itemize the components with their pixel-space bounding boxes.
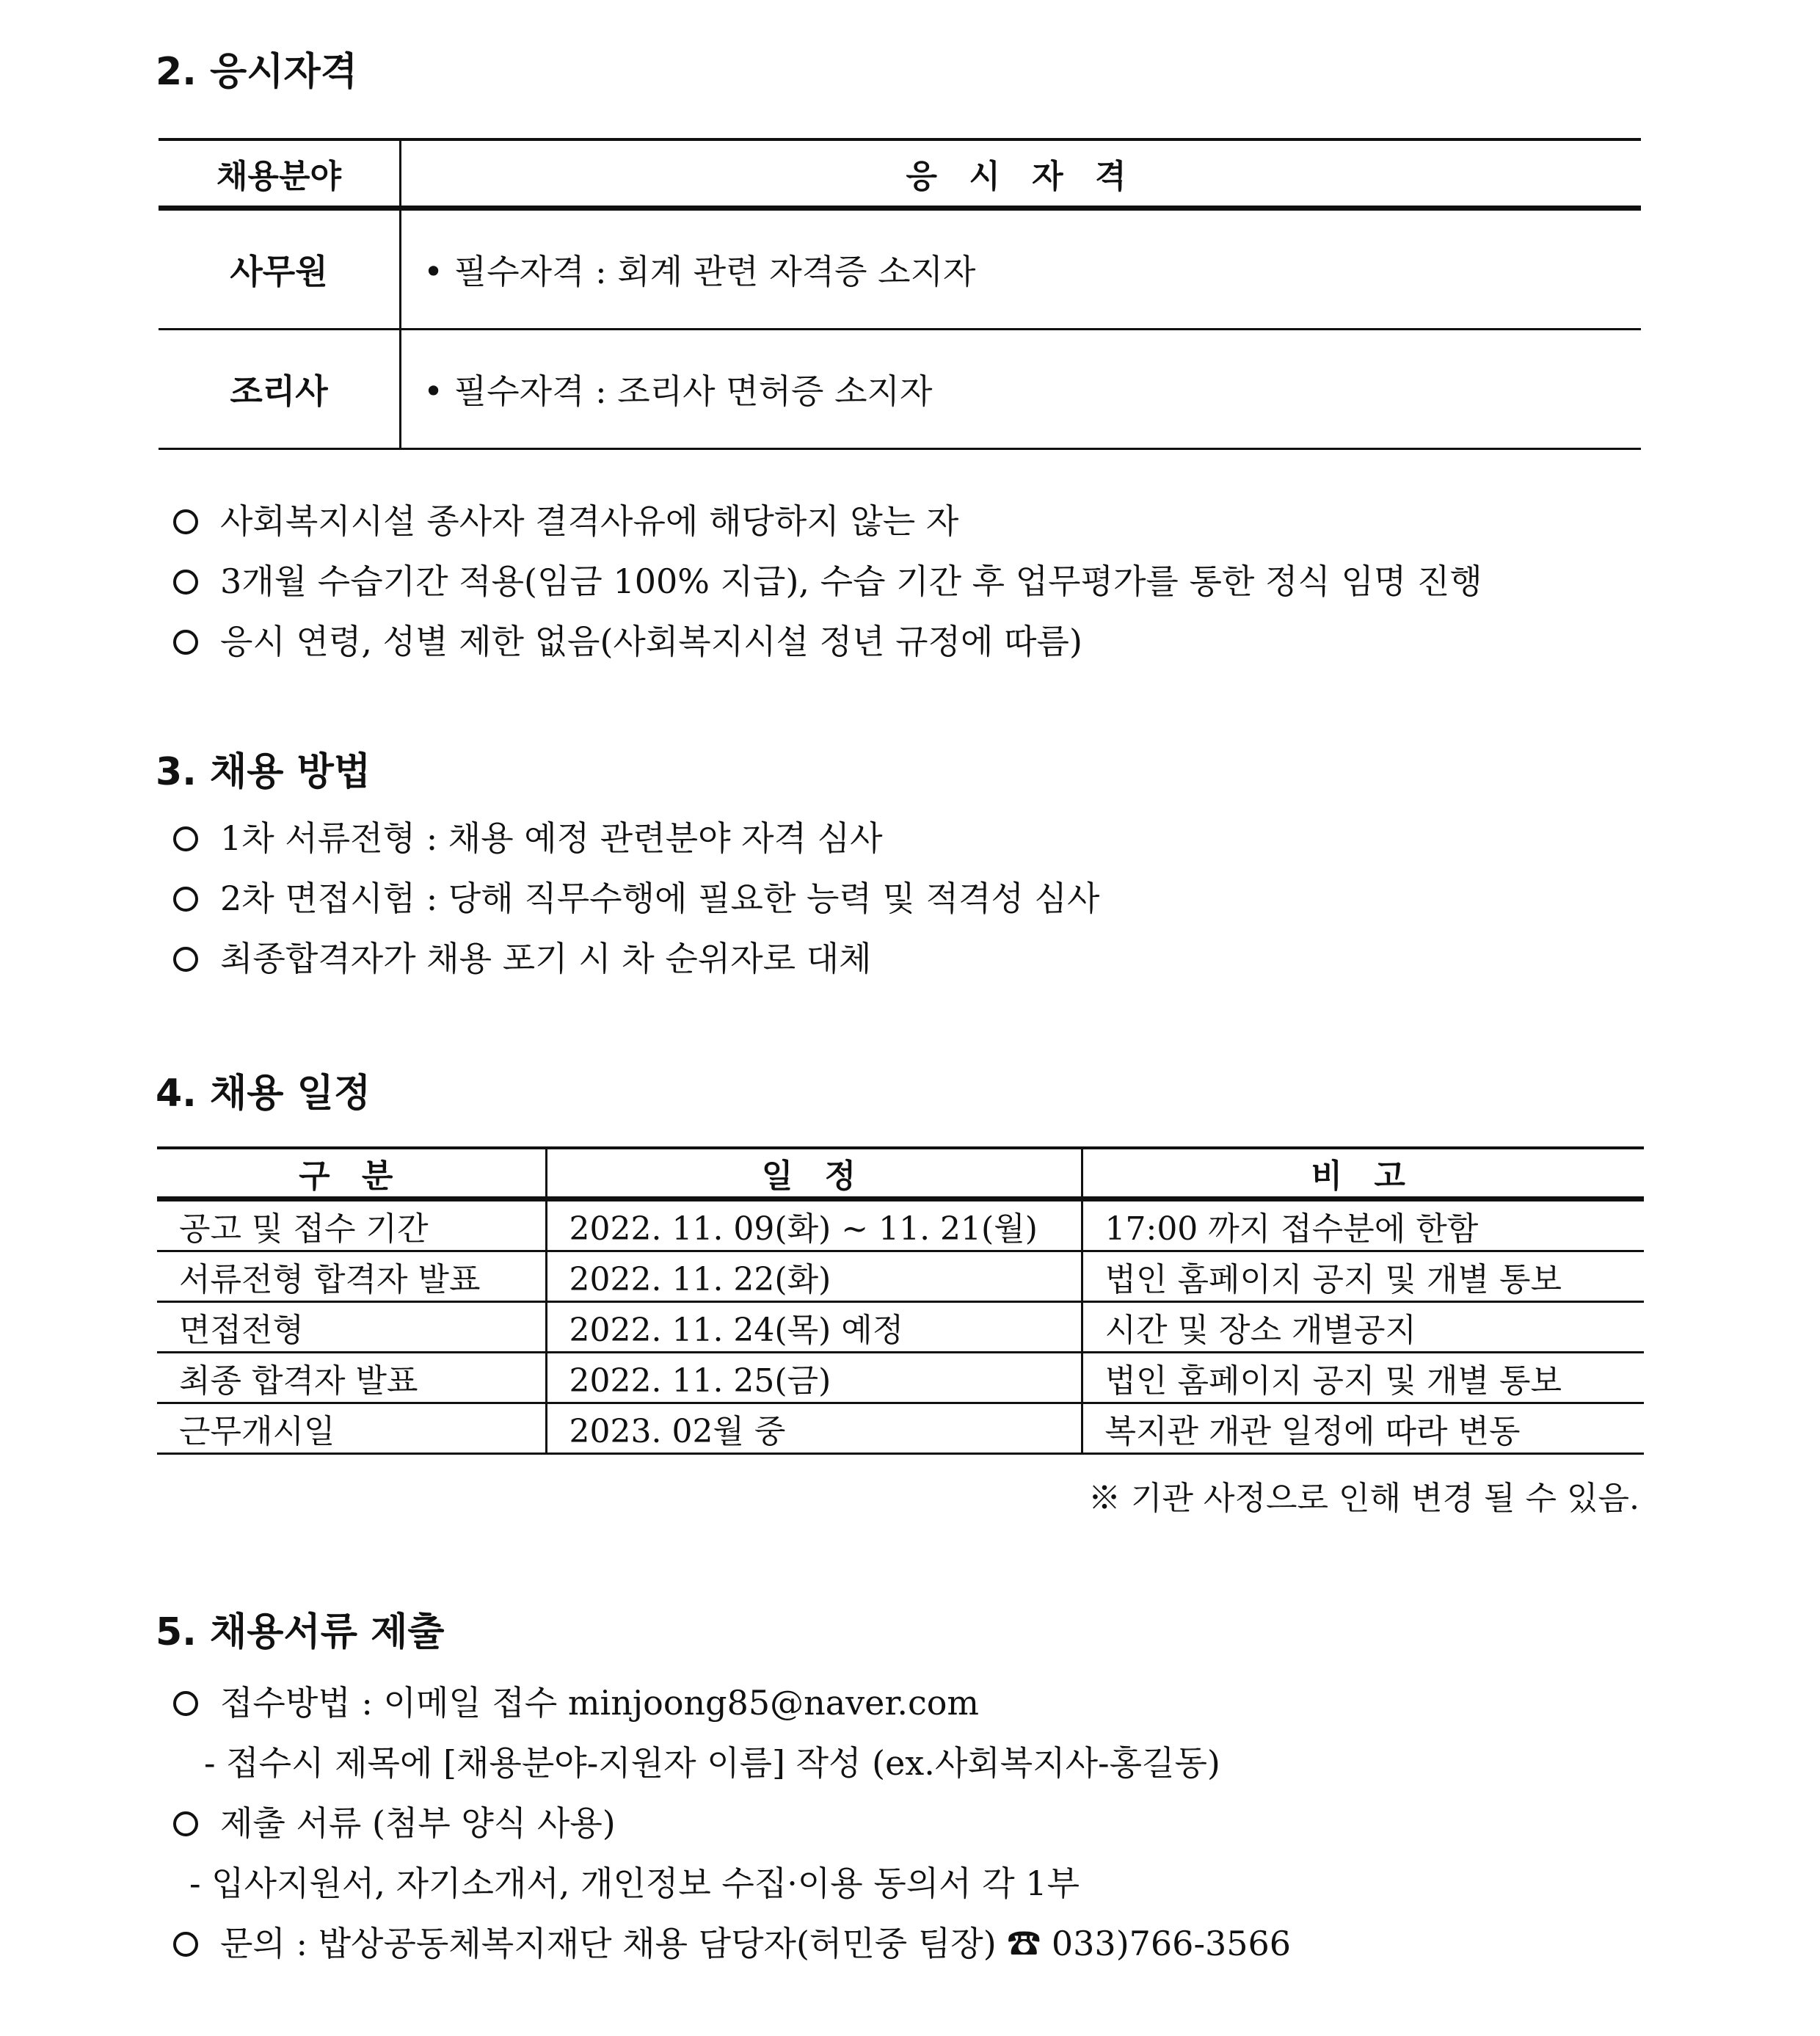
circle-bullet-icon xyxy=(173,1811,198,1836)
circle-bullet-icon xyxy=(173,1932,198,1957)
circle-bullet-icon xyxy=(173,509,198,534)
header-category: 구 분 xyxy=(157,1148,546,1199)
cell-remark: 시간 및 장소 개별공지 xyxy=(1082,1302,1644,1353)
required-documents: 제출 서류 (첨부 양식 사용) xyxy=(173,1801,616,1845)
section-4-heading: 4. 채용 일정 xyxy=(156,1072,371,1116)
circle-bullet-icon xyxy=(173,630,198,655)
circle-bullet-icon xyxy=(173,887,198,912)
cell-remark: 법인 홈페이지 공지 및 개별 통보 xyxy=(1082,1353,1644,1403)
table-row xyxy=(159,208,1641,330)
list-item: 최종합격자가 채용 포기 시 차 순위자로 대체 xyxy=(173,937,872,981)
cell-date: 2022. 11. 24(목) 예정 xyxy=(546,1302,1082,1353)
cell-date: 2022. 11. 25(금) xyxy=(546,1353,1082,1403)
cell-date: 2022. 11. 22(화) xyxy=(546,1251,1082,1302)
row-field: 사무원 xyxy=(159,208,401,330)
list-item: 응시 연령, 성별 제한 없음(사회복지시설 정년 규정에 따름) xyxy=(173,619,1082,663)
circle-bullet-icon xyxy=(173,947,198,972)
table-row xyxy=(157,1199,1644,1251)
inquiry-contact: 문의 : 밥상공동체복지재단 채용 담당자(허민중 팀장) ☎ 033)766-3566 xyxy=(173,1922,1291,1966)
qualification-table-header xyxy=(159,139,1641,208)
schedule-table-header xyxy=(157,1148,1644,1199)
cell-category: 면접전형 xyxy=(157,1302,546,1353)
cell-remark: 법인 홈페이지 공지 및 개별 통보 xyxy=(1082,1251,1644,1302)
submission-method: 접수방법 : 이메일 접수 minjoong85@naver.com xyxy=(173,1681,979,1725)
circle-bullet-icon xyxy=(173,1691,198,1716)
cell-remark: 복지관 개관 일정에 따라 변동 xyxy=(1082,1403,1644,1454)
section-2-heading: 2. 응시자격 xyxy=(156,50,357,94)
table-row xyxy=(157,1251,1644,1302)
list-item: 2차 면접시험 : 당해 직무수행에 필요한 능력 및 적격성 심사 xyxy=(173,876,1099,920)
table-row xyxy=(157,1353,1644,1403)
cell-category: 근무개시일 xyxy=(157,1403,546,1454)
cell-date: 2022. 11. 09(화) ~ 11. 21(월) xyxy=(546,1199,1082,1251)
section-3-heading: 3. 채용 방법 xyxy=(156,750,371,794)
table-row xyxy=(157,1403,1644,1454)
schedule-table xyxy=(157,1146,1644,1455)
cell-category: 공고 및 접수 기간 xyxy=(157,1199,546,1251)
schedule-note: ※ 기관 사정으로 인해 변경 될 수 있음. xyxy=(1088,1480,1639,1517)
cell-date: 2023. 02월 중 xyxy=(546,1403,1082,1454)
table-row xyxy=(159,330,1641,449)
header-field: 채용분야 xyxy=(159,139,401,208)
list-item: 1차 서류전형 : 채용 예정 관련분야 자격 심사 xyxy=(173,816,883,860)
section-5-heading: 5. 채용서류 제출 xyxy=(156,1610,445,1654)
qualification-table xyxy=(159,138,1641,450)
circle-bullet-icon xyxy=(173,826,198,851)
submission-method-note: - 접수시 제목에 [채용분야-지원자 이름] 작성 (ex.사회복지사-홍길동) xyxy=(204,1743,1220,1783)
row-qualification: • 필수자격 : 조리사 면허증 소지자 xyxy=(401,330,1642,449)
header-qualification: 응 시 자 격 xyxy=(401,139,1642,208)
list-item: 3개월 수습기간 적용(임금 100% 지급), 수습 기간 후 업무평가를 통한 정식 임명 진행 xyxy=(173,559,1482,603)
row-qualification: • 필수자격 : 회계 관련 자격증 소지자 xyxy=(401,208,1642,330)
cell-remark: 17:00 까지 접수분에 한함 xyxy=(1082,1199,1644,1251)
cell-category: 최종 합격자 발표 xyxy=(157,1353,546,1403)
table-row xyxy=(157,1302,1644,1353)
list-item: 사회복지시설 종사자 결격사유에 해당하지 않는 자 xyxy=(173,499,958,543)
header-remark: 비 고 xyxy=(1082,1148,1644,1199)
header-date: 일 정 xyxy=(546,1148,1082,1199)
circle-bullet-icon xyxy=(173,570,198,595)
row-field: 조리사 xyxy=(159,330,401,449)
required-documents-list: - 입사지원서, 자기소개서, 개인정보 수집·이용 동의서 각 1부 xyxy=(189,1864,1080,1903)
cell-category: 서류전형 합격자 발표 xyxy=(157,1251,546,1302)
